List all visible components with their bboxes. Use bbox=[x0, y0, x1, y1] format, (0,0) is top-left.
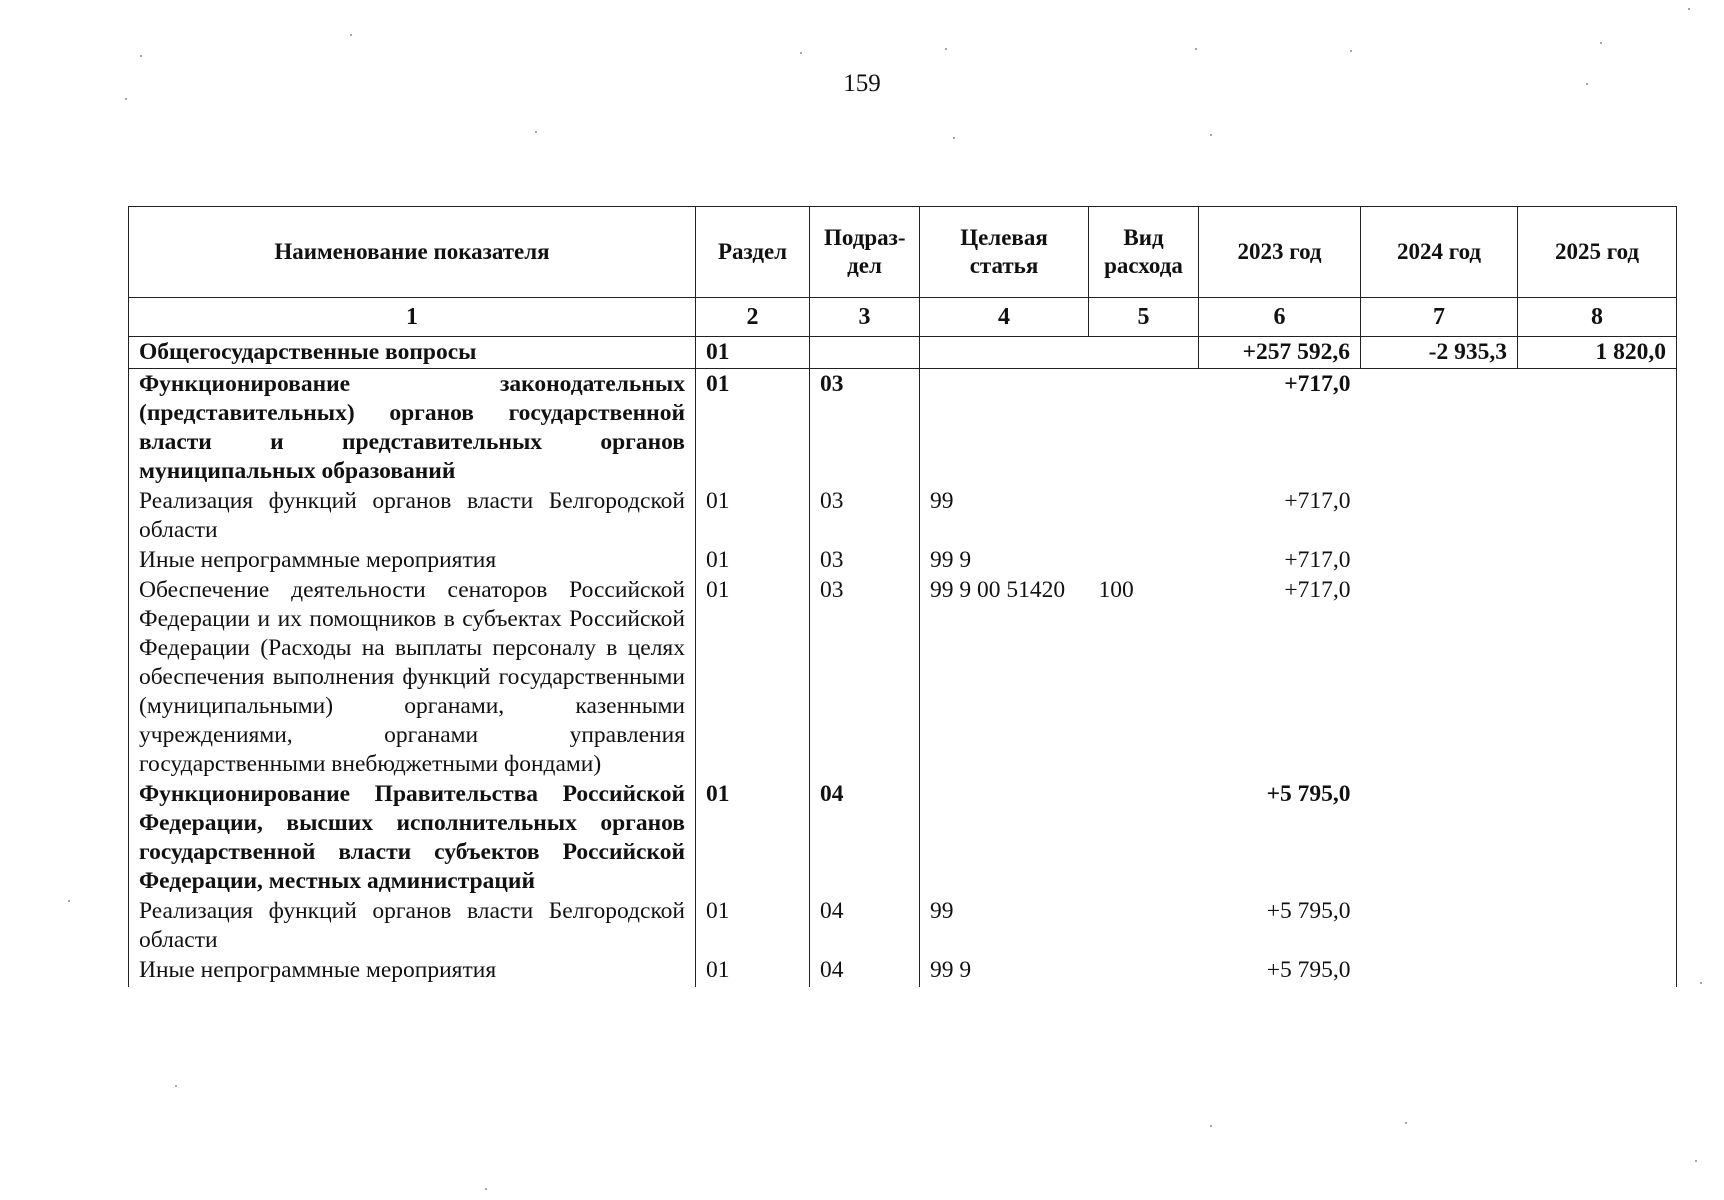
cell-2024 bbox=[1361, 486, 1518, 545]
cell-expense-type bbox=[1089, 545, 1199, 575]
cell-2023: +717,0 bbox=[1284, 577, 1351, 603]
cell-2023: +5 795,0 bbox=[1266, 781, 1351, 807]
cell-section: 01 bbox=[696, 955, 810, 987]
column-number: 6 bbox=[1199, 298, 1361, 337]
table-row bbox=[129, 955, 1677, 987]
table-row bbox=[129, 896, 1677, 955]
scan-speck bbox=[1600, 42, 1602, 44]
table-row bbox=[129, 486, 1677, 545]
header-expense-type: Вид расхода bbox=[1089, 207, 1199, 298]
cell-2025 bbox=[1518, 896, 1677, 955]
cell-target-article bbox=[920, 337, 1089, 369]
cell-target-article: 99 bbox=[920, 896, 1089, 955]
column-number: 7 bbox=[1361, 298, 1518, 337]
cell-2023: +717,0 bbox=[1284, 547, 1351, 573]
header-section: Раздел bbox=[696, 207, 810, 298]
cell-target-article: 99 9 bbox=[920, 955, 1089, 987]
scan-speck bbox=[953, 137, 955, 139]
cell-expense-type bbox=[1089, 369, 1199, 487]
table-row bbox=[129, 575, 1677, 779]
cell-2025 bbox=[1518, 955, 1677, 987]
cell-expense-type bbox=[1089, 896, 1199, 955]
cell-name: Иные непрограммные мероприятия bbox=[129, 545, 696, 575]
cell-2023: +717,0 bbox=[1284, 488, 1351, 514]
scan-speck bbox=[945, 48, 947, 50]
cell-expense-type bbox=[1089, 955, 1199, 987]
scan-speck bbox=[535, 131, 537, 133]
scan-speck bbox=[350, 34, 352, 36]
cell-2023: +717,0 bbox=[1284, 371, 1351, 397]
cell-subsection: 04 bbox=[810, 955, 920, 987]
cell-2025 bbox=[1518, 486, 1677, 545]
cell-2025 bbox=[1518, 575, 1677, 779]
cell-target-article: 99 bbox=[920, 486, 1089, 545]
scan-speck bbox=[1210, 1125, 1212, 1127]
cell-2023: +5 795,0 bbox=[1266, 898, 1351, 924]
header-indicator-name: Наименование показателя bbox=[129, 207, 696, 298]
scan-speck bbox=[1405, 1122, 1407, 1124]
header-target-article: Целевая статья bbox=[920, 207, 1089, 298]
cell-section: 01 bbox=[696, 575, 810, 779]
column-number: 2 bbox=[696, 298, 810, 337]
cell-subsection bbox=[810, 337, 920, 369]
table-row bbox=[129, 337, 1677, 369]
scan-speck bbox=[125, 98, 127, 100]
cell-2024 bbox=[1361, 369, 1518, 487]
table-row bbox=[129, 369, 1677, 487]
column-number: 5 bbox=[1089, 298, 1199, 337]
cell-target-article: 99 9 00 51420 bbox=[920, 575, 1089, 779]
cell-name: Реализация функций органов власти Белгородской области bbox=[129, 896, 696, 955]
scan-speck bbox=[1195, 48, 1197, 50]
column-number-row bbox=[129, 298, 1677, 337]
scan-speck bbox=[1700, 982, 1702, 984]
table-row bbox=[129, 545, 1677, 575]
cell-section: 01 bbox=[696, 779, 810, 896]
cell-target-article bbox=[920, 779, 1089, 896]
cell-name: Функционирование законодательных (представительных) органов государственной власти и представительных органов муниципальных образований bbox=[129, 369, 696, 487]
cell-name: Обеспечение деятельности сенаторов Российской Федерации и их помощников в субъектах Российской Федерации (Расходы на выплаты персоналу в целях обеспечения выполнения функций государственными (муниципальными) органами, казенными учреждениями, органами управления государственными внебюджетными фондами) bbox=[129, 575, 696, 779]
scan-speck bbox=[140, 55, 142, 57]
table-header-row bbox=[129, 207, 1677, 298]
cell-target-article bbox=[920, 369, 1089, 487]
cell-2024 bbox=[1361, 779, 1518, 896]
cell-2025 bbox=[1518, 779, 1677, 896]
cell-2023: +257 592,6 bbox=[1199, 337, 1361, 369]
cell-name: Функционирование Правительства Российской Федерации, высших исполнительных органов государственной власти субъектов Российской Федерации, местных администраций bbox=[129, 779, 696, 896]
budget-table bbox=[128, 206, 1677, 987]
column-number: 3 bbox=[810, 298, 920, 337]
page-number: 159 bbox=[843, 70, 881, 97]
cell-section: 01 bbox=[696, 545, 810, 575]
scan-speck bbox=[1688, 8, 1690, 10]
cell-section: 01 bbox=[696, 896, 810, 955]
cell-section: 01 bbox=[696, 369, 810, 487]
scan-speck bbox=[800, 52, 802, 54]
header-subsection: Подраз-дел bbox=[810, 207, 920, 298]
cell-target-article: 99 9 bbox=[920, 545, 1089, 575]
cell-2025: 1 820,0 bbox=[1518, 337, 1677, 369]
cell-expense-type bbox=[1089, 779, 1199, 896]
header-year-2023: 2023 год bbox=[1199, 207, 1361, 298]
cell-section: 01 bbox=[696, 337, 810, 369]
cell-name: Реализация функций органов власти Белгородской области bbox=[129, 486, 696, 545]
cell-2024: -2 935,3 bbox=[1361, 337, 1518, 369]
cell-2024 bbox=[1361, 955, 1518, 987]
header-year-2025: 2025 год bbox=[1518, 207, 1677, 298]
header-year-2024: 2024 год bbox=[1361, 207, 1518, 298]
cell-expense-type: 100 bbox=[1098, 577, 1134, 603]
cell-subsection: 03 bbox=[810, 486, 920, 545]
cell-subsection: 04 bbox=[810, 779, 920, 896]
scan-speck bbox=[1695, 1160, 1697, 1162]
cell-name: Иные непрограммные мероприятия bbox=[129, 955, 696, 987]
column-number: 8 bbox=[1518, 298, 1677, 337]
cell-subsection: 03 bbox=[810, 369, 920, 487]
cell-expense-type bbox=[1089, 486, 1199, 545]
column-number: 4 bbox=[920, 298, 1089, 337]
scan-speck bbox=[1350, 50, 1352, 52]
column-number: 1 bbox=[129, 298, 696, 337]
cell-2025 bbox=[1518, 545, 1677, 575]
cell-2024 bbox=[1361, 575, 1518, 779]
cell-section: 01 bbox=[696, 486, 810, 545]
scan-speck bbox=[68, 900, 70, 902]
cell-subsection: 03 bbox=[810, 575, 920, 779]
cell-2025 bbox=[1518, 369, 1677, 487]
cell-expense-type bbox=[1089, 337, 1199, 369]
scan-speck bbox=[175, 1085, 177, 1087]
table-row bbox=[129, 779, 1677, 896]
scan-speck bbox=[485, 1188, 487, 1190]
scan-speck bbox=[1210, 134, 1212, 136]
cell-name: Общегосударственные вопросы bbox=[129, 337, 696, 369]
cell-2024 bbox=[1361, 896, 1518, 955]
cell-subsection: 03 bbox=[810, 545, 920, 575]
cell-2024 bbox=[1361, 545, 1518, 575]
cell-subsection: 04 bbox=[810, 896, 920, 955]
cell-2023: +5 795,0 bbox=[1266, 957, 1351, 983]
